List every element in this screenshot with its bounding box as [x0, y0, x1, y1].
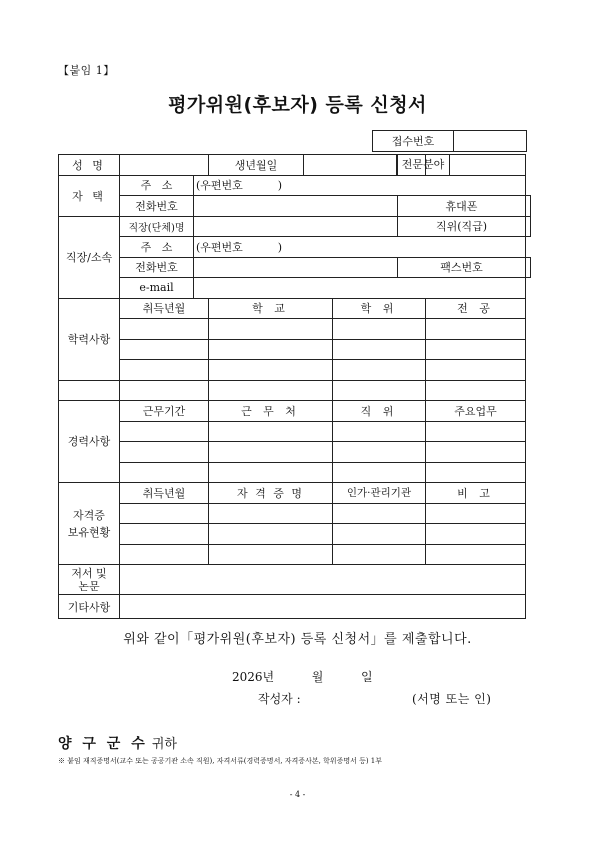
license-section-line1: 자격증 — [73, 508, 105, 522]
receipt-number-field[interactable] — [454, 131, 527, 152]
attachment-note: ※ 붙임 재직증명서(교수 또는 공공기관 소속 직원), 자격서류(경력증명서, 자격증사본, 학위증명서 등) 1부 — [58, 757, 383, 765]
career-header-period: 근무기간 — [120, 401, 209, 422]
license-header-date: 취득년월 — [120, 483, 209, 504]
education-cell[interactable] — [209, 319, 333, 340]
license-header-name: 자 격 증 명 — [209, 483, 333, 504]
career-cell[interactable] — [120, 421, 209, 442]
education-cell[interactable] — [333, 380, 426, 401]
fax-field[interactable] — [526, 257, 531, 278]
career-header-position: 직 위 — [333, 401, 426, 422]
date-day: 일 — [361, 670, 373, 684]
license-cell[interactable] — [209, 544, 333, 565]
other-field[interactable] — [120, 595, 526, 619]
career-cell[interactable] — [120, 442, 209, 463]
home-address-field[interactable]: (우편번호 ) — [194, 175, 526, 196]
education-section-label: 학력사항 — [59, 298, 120, 380]
education-cell[interactable] — [209, 339, 333, 360]
career-cell[interactable] — [209, 421, 333, 442]
birth-field[interactable] — [304, 155, 398, 176]
declaration-text: 위와 같이「평가위원(후보자) 등록 신청서」를 제출합니다. — [123, 632, 472, 647]
home-address-label: 주 소 — [120, 175, 194, 196]
addressee-name: 양 구 군 수 — [58, 736, 148, 752]
education-cell[interactable] — [426, 360, 526, 381]
attachment-label: 【붙임 1】 — [58, 64, 115, 77]
license-cell[interactable] — [333, 544, 426, 565]
career-cell[interactable] — [426, 421, 526, 442]
education-cell[interactable] — [120, 319, 209, 340]
education-cell[interactable] — [426, 380, 526, 401]
career-header-workplace: 근 무 처 — [209, 401, 333, 422]
education-header-school: 학 교 — [209, 298, 333, 319]
receipt-number-box — [372, 130, 527, 152]
career-cell[interactable] — [333, 442, 426, 463]
position-field[interactable] — [526, 216, 531, 237]
education-cell[interactable] — [120, 339, 209, 360]
license-cell[interactable] — [120, 544, 209, 565]
name-field[interactable] — [120, 155, 209, 176]
other-label: 기타사항 — [59, 595, 120, 619]
license-cell[interactable] — [426, 524, 526, 545]
mobile-field[interactable] — [526, 196, 531, 217]
specialty-label: 전문분야 — [396, 155, 450, 175]
email-label: e-mail — [120, 278, 194, 299]
education-cell[interactable] — [333, 339, 426, 360]
career-cell[interactable] — [209, 462, 333, 483]
home-phone-label: 전화번호 — [120, 196, 194, 217]
fax-label: 팩스번호 — [398, 257, 526, 278]
author-label: 작성자 : — [258, 692, 301, 706]
education-header-major: 전 공 — [426, 298, 526, 319]
license-cell[interactable] — [209, 503, 333, 524]
mobile-label: 휴대폰 — [398, 196, 526, 217]
publications-line2: 논문 — [78, 579, 100, 593]
license-cell[interactable] — [333, 524, 426, 545]
org-name-label: 직장(단체)명 — [120, 216, 194, 237]
position-label: 직위(직급) — [398, 216, 526, 237]
education-cell[interactable] — [333, 360, 426, 381]
home-phone-field[interactable] — [194, 196, 398, 217]
education-cell[interactable] — [209, 380, 333, 401]
education-cell[interactable] — [333, 319, 426, 340]
work-address-label: 주 소 — [120, 237, 194, 258]
publications-field[interactable] — [120, 565, 526, 595]
career-cell[interactable] — [333, 462, 426, 483]
license-section-label — [59, 483, 120, 565]
education-cell[interactable] — [426, 319, 526, 340]
specialty-cell — [401, 155, 526, 176]
education-header-date: 취득년월 — [120, 298, 209, 319]
addressee — [58, 733, 177, 753]
license-cell[interactable] — [120, 503, 209, 524]
career-cell[interactable] — [120, 462, 209, 483]
publications-line1: 저서 및 — [71, 566, 107, 580]
work-phone-field[interactable] — [194, 257, 398, 278]
addressee-suffix: 귀하 — [151, 737, 177, 752]
career-cell[interactable] — [426, 442, 526, 463]
home-label: 자 택 — [59, 175, 120, 216]
license-cell[interactable] — [333, 503, 426, 524]
career-section-label: 경력사항 — [59, 401, 120, 483]
birth-label: 생년월일 — [209, 155, 304, 176]
license-cell[interactable] — [120, 524, 209, 545]
career-cell[interactable] — [426, 462, 526, 483]
license-header-authority: 인가·관리기관 — [333, 483, 426, 504]
education-header-degree: 학 위 — [333, 298, 426, 319]
specialty-field[interactable] — [450, 155, 525, 175]
license-header-remarks: 비 고 — [426, 483, 526, 504]
education-cell[interactable] — [209, 360, 333, 381]
application-form-table — [58, 154, 531, 619]
work-label: 직장/소속 — [59, 216, 120, 298]
career-cell[interactable] — [209, 442, 333, 463]
work-address-field[interactable]: (우편번호 ) — [194, 237, 526, 258]
license-cell[interactable] — [209, 524, 333, 545]
date-month: 월 — [311, 670, 324, 684]
license-cell[interactable] — [426, 503, 526, 524]
org-name-field[interactable] — [194, 216, 398, 237]
career-header-duties: 주요업무 — [426, 401, 526, 422]
education-cell[interactable] — [120, 380, 209, 401]
form-title: 평가위원(후보자) 등록 신청서 — [168, 94, 427, 116]
education-cell[interactable] — [120, 360, 209, 381]
date-line — [232, 668, 373, 685]
education-cell[interactable] — [426, 339, 526, 360]
publications-label — [59, 565, 120, 595]
signature-label: (서명 또는 인) — [412, 692, 492, 706]
career-cell[interactable] — [333, 421, 426, 442]
license-section-line2: 보유현황 — [67, 525, 111, 539]
work-phone-label: 전화번호 — [120, 257, 194, 278]
email-field[interactable] — [194, 278, 526, 299]
receipt-number-label: 접수번호 — [373, 131, 454, 152]
license-cell[interactable] — [426, 544, 526, 565]
page-number: - 4 - — [289, 790, 306, 799]
name-label: 성 명 — [59, 155, 120, 176]
date-year: 2026년 — [232, 670, 275, 684]
section-spacer — [59, 380, 120, 401]
